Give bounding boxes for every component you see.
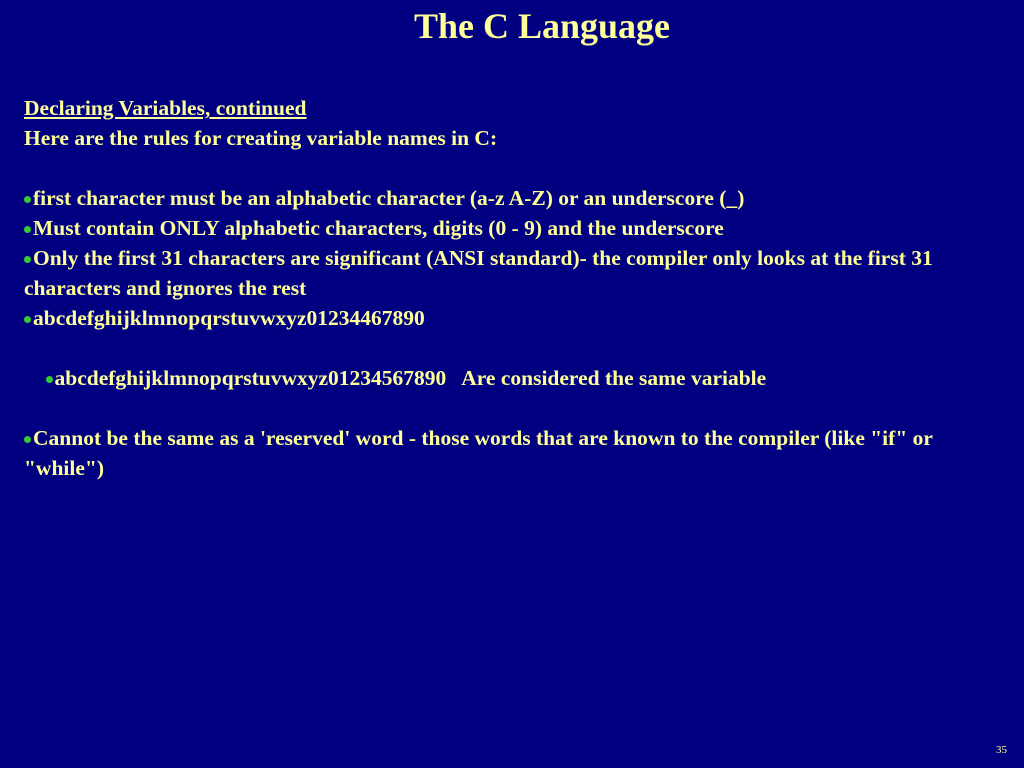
bullet-dot-icon xyxy=(24,436,31,443)
bullet-dot-icon xyxy=(24,226,31,233)
bullet-text: abcdefghijklmnopqrstuvwxyz01234467890 xyxy=(33,306,425,330)
page-number: 35 xyxy=(996,744,1007,756)
bullet-item-3 xyxy=(24,243,1004,303)
section-subheading: Declaring Variables, continued xyxy=(24,96,307,120)
blank-line xyxy=(24,153,1004,183)
intro-text: Here are the rules for creating variable names in C: xyxy=(24,126,498,150)
bullet-item-6 xyxy=(24,423,1004,483)
bullet-text: Must contain ONLY alphabetic characters, digits (0 - 9) and the underscore xyxy=(33,216,724,240)
bullet-text: first character must be an alphabetic character (a-z A-Z) or an underscore (_) xyxy=(33,186,745,210)
bullet-dot-icon xyxy=(24,196,31,203)
bullet-text: abcdefghijklmnopqrstuvwxyz01234567890 Are considered the same variable xyxy=(54,366,767,390)
bullet-item-1 xyxy=(24,183,1004,213)
slide-body xyxy=(24,93,1004,483)
bullet-dot-icon xyxy=(24,256,31,263)
bullet-dot-icon xyxy=(24,316,31,323)
bullet-dot-icon xyxy=(46,376,53,383)
bullet-item-4 xyxy=(24,303,1004,333)
bullet-text: Cannot be the same as a 'reserved' word - those words that are known to the compiler (like "if" or "while") xyxy=(24,426,933,480)
bullet-item-5 xyxy=(24,333,1004,423)
bullet-item-2 xyxy=(24,213,1004,243)
bullet-text: Only the first 31 characters are significant (ANSI standard)- the compiler only looks at the first 31 characters and ignores the rest xyxy=(24,246,933,300)
slide-title: The C Language xyxy=(413,6,671,46)
